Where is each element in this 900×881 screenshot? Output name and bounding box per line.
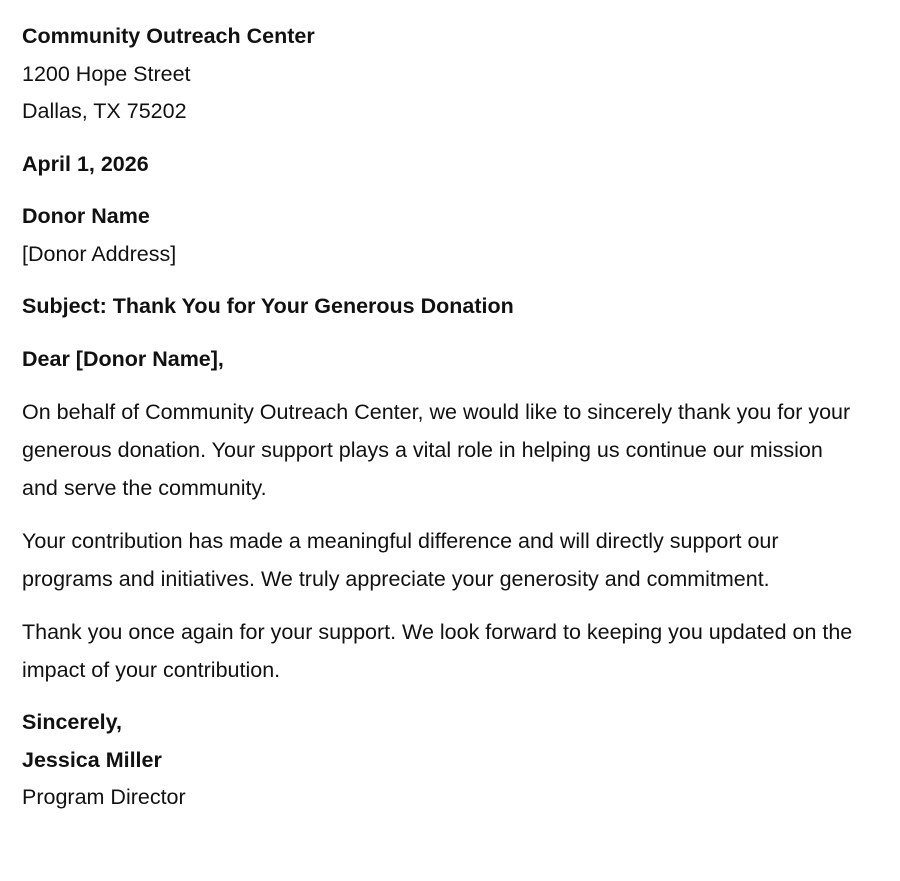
sender-street: 1200 Hope Street: [22, 61, 191, 86]
sender-city: Dallas, TX 75202: [22, 99, 187, 123]
salutation-block: [22, 341, 872, 379]
recipient-address: [Donor Address]: [22, 241, 177, 266]
body-paragraph-2: Your contribution has made a meaningful difference and will directly support our programs and initiatives. We truly appreciate your generosity and commitment.: [22, 529, 779, 591]
body-paragraph-3: Thank you once again for your support. We look forward to keeping you updated on the impact of your contribution.: [22, 620, 853, 682]
signer-title: Program Director: [22, 785, 186, 809]
subject-line: Subject: Thank You for Your Generous Donation: [22, 294, 514, 318]
closing-block: [22, 704, 872, 817]
signer-name: Jessica Miller: [22, 747, 162, 772]
recipient-block: [22, 198, 872, 273]
subject-block: [22, 288, 872, 326]
letter: [22, 18, 872, 832]
recipient-name: Donor Name: [22, 204, 150, 228]
sender-block: [22, 18, 872, 131]
letter-date: April 1, 2026: [22, 151, 149, 176]
valediction: Sincerely,: [22, 710, 122, 734]
date-block: [22, 146, 872, 184]
body-paragraph-1: On behalf of Community Outreach Center, we would like to sincerely thank you for your generous donation. Your support plays a vital role in helping us continue our mission and serve the community.: [22, 400, 851, 500]
sender-name: Community Outreach Center: [22, 24, 315, 48]
salutation: Dear [Donor Name],: [22, 346, 224, 371]
